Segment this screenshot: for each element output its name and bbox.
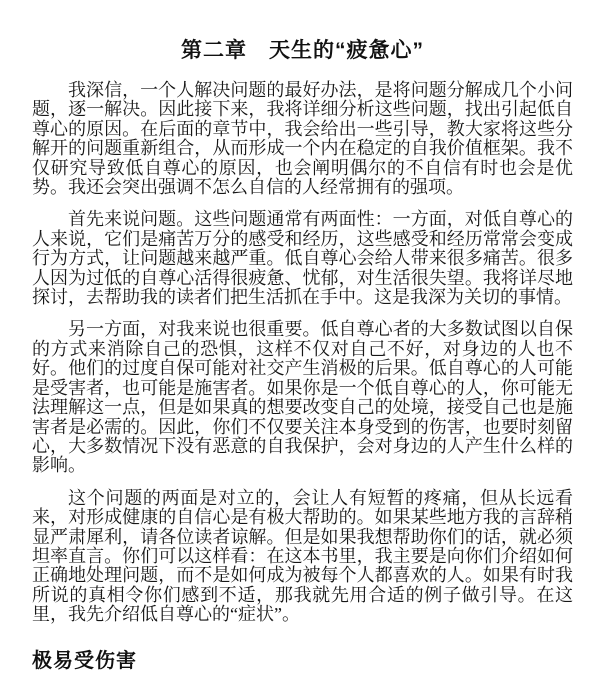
paragraph-1: 我深信，一个人解决问题的最好办法，是将问题分解成几个小问题，逐一解决。因此接下来，我将详细分析这些问题，找出引起低自尊心的原因。在后面的章节中，我会给出一些引导，教大家将这些分解开的问题重新组合，从而形成一个内在稳定的自我价值框架。我不仅研究导致低自尊心的原因，也会阐明偶尔的不自信有时也会是优势。我还会突出强调不怎么自信的人经常拥有的强项。 (32, 80, 573, 198)
chapter-title: 第二章 天生的“疲惫心” (181, 39, 424, 62)
paragraph-2: 首先来说问题。这些问题通常有两面性：一方面，对低自尊心的人来说，它们是痛苦万分的感受和经历，这些感受和经历常常会变成行为方式，让问题越来越严重。低自尊心会给人带来很多痛苦。很多人因为过低的自尊心活得很疲惫、忧郁，对生活很失望。我将详尽地探讨，去帮助我的读者们把生活抓在手中。这是我深为关切的事情。 (32, 209, 573, 308)
chapter-body (32, 81, 573, 625)
book-page (0, 37, 605, 677)
section-heading: 极易受伤害 (32, 649, 137, 672)
paragraph-3: 另一方面，对我来说也很重要。低自尊心者的大多数试图以自保的方式来消除自己的恐惧，这样不仅对自己不好，对身边的人也不好。他们的过度自保可能对社交产生消极的后果。低自尊心的人可能是受害者，也可能是施害者。如果你是一个低自尊心的人，你可能无法理解这一点，但是如果真的想要改变自己的处境，接受自己也是施害者是必需的。因此，你们不仅要关注本身受到的伤害，也要时刻留心，大多数情况下没有恶意的自我保护，会对身边的人产生什么样的影响。 (32, 319, 573, 476)
paragraph-4: 这个问题的两面是对立的，会让人有短暂的疼痛，但从长远看来，对形成健康的自信心是有极大帮助的。如果某些地方我的言辞稍显严肃犀利，请各位读者谅解。但是如果我想帮助你们的话，就必须坦率直言。你们可以这样看：在这本书里，我主要是向你们介绍如何正确地处理问题，而不是如何成为被每个人都喜欢的人。如果有时我所说的真相令你们感到不适，那我就先用合适的例子做引导。在这里，我先介绍低自尊心的“症状”。 (32, 487, 573, 625)
